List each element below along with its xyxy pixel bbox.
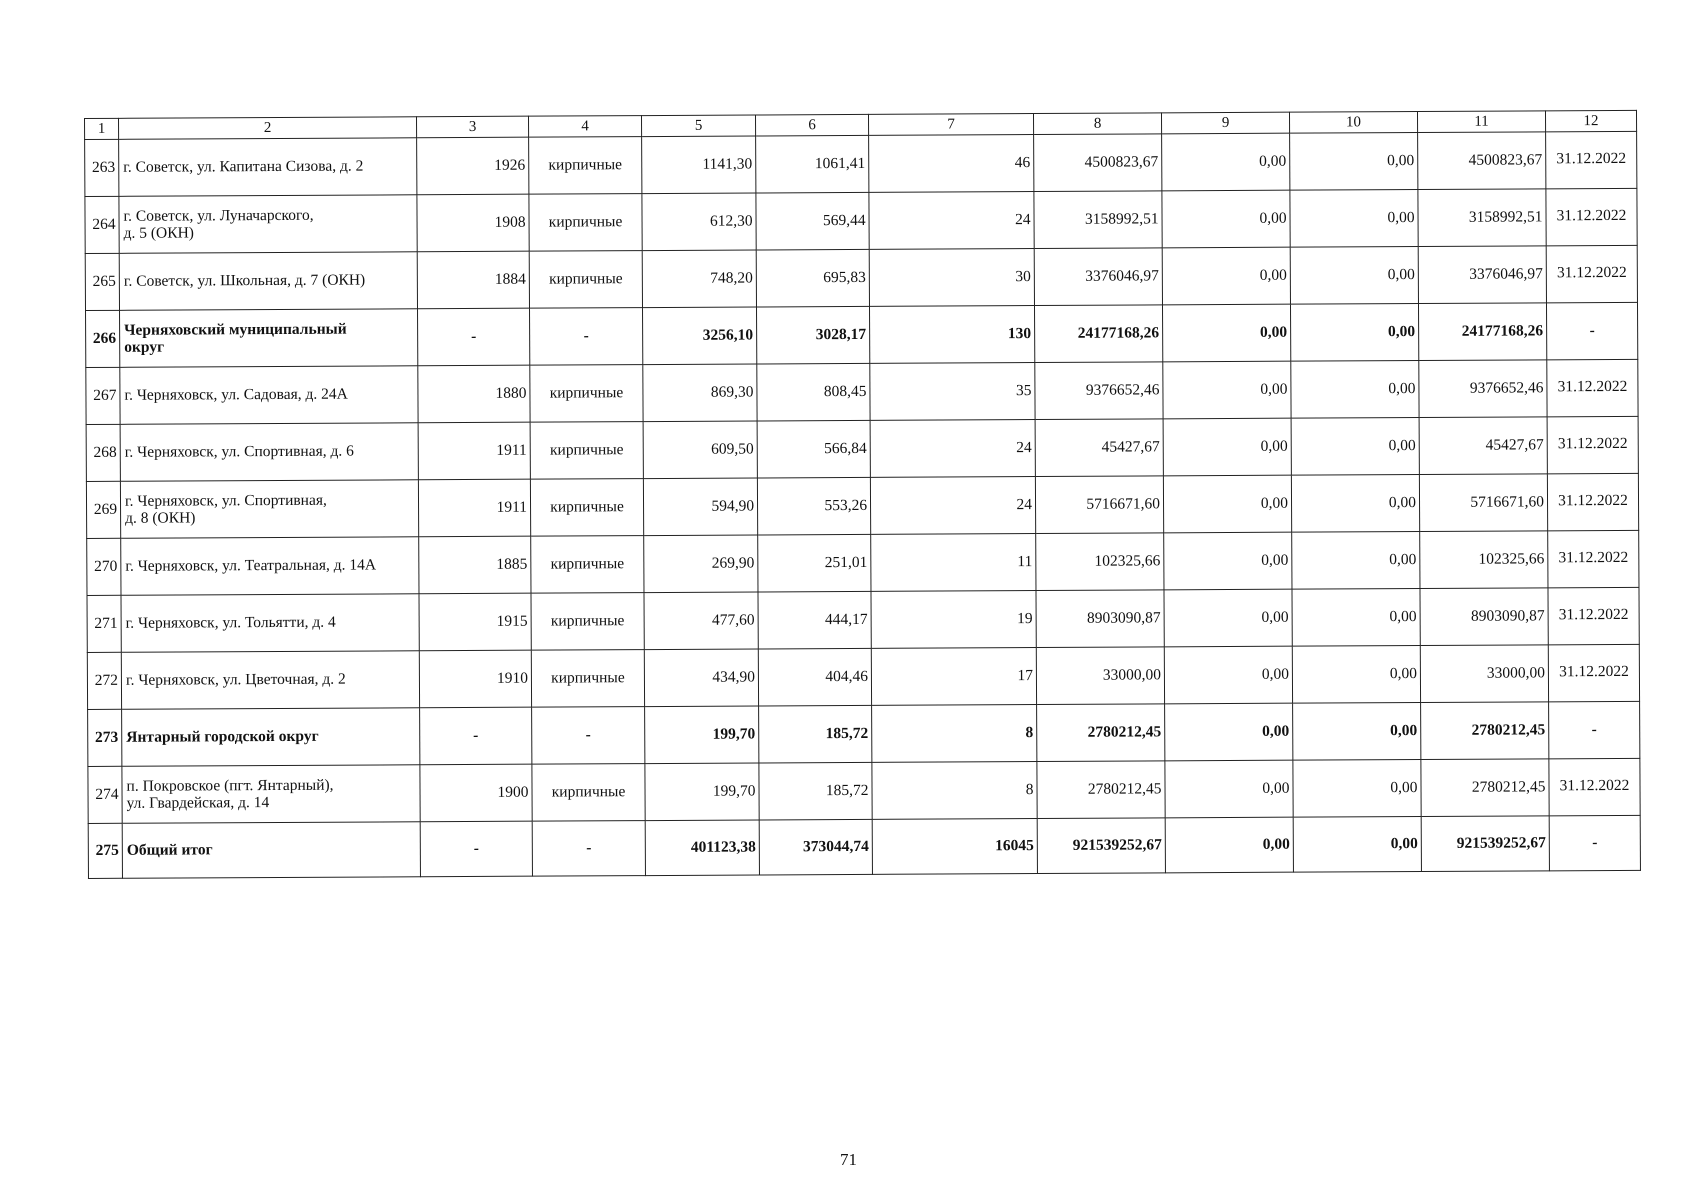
cell-cost-other: 0,00 bbox=[1290, 190, 1418, 248]
cell-address: г. Советск, ул. Луначарского, д. 5 (ОКН) bbox=[119, 195, 417, 254]
cell-cost-total: 24177168,26 bbox=[1034, 305, 1162, 363]
cell-deadline: 31.12.2022 bbox=[1548, 587, 1639, 644]
cell-residents: 8 bbox=[872, 762, 1037, 820]
table-row bbox=[88, 701, 1640, 766]
cell-cost-fund: 0,00 bbox=[1163, 361, 1291, 419]
cell-wall-material: - bbox=[532, 821, 645, 877]
cell-area-living: 251,01 bbox=[758, 534, 871, 592]
cell-address: п. Покровское (пгт. Янтарный), ул. Гвардейская, д. 14 bbox=[122, 765, 420, 824]
cell-cost-budget: 5716671,60 bbox=[1419, 474, 1547, 532]
cell-residents: 8 bbox=[872, 705, 1037, 763]
cell-row-number: 275 bbox=[88, 823, 122, 878]
cell-wall-material: кирпичные bbox=[531, 593, 644, 651]
cell-row-number: 263 bbox=[85, 139, 119, 196]
header-col-5: 5 bbox=[641, 115, 755, 137]
cell-deadline: 31.12.2022 bbox=[1548, 530, 1639, 587]
cell-area-living: 569,44 bbox=[756, 192, 869, 250]
cell-cost-fund: 0,00 bbox=[1163, 475, 1291, 533]
cell-row-number: 273 bbox=[88, 709, 122, 766]
cell-row-number: 269 bbox=[86, 481, 120, 538]
cell-deadline: - bbox=[1546, 302, 1637, 359]
cell-area-total: 1141,30 bbox=[642, 136, 756, 194]
cell-deadline: - bbox=[1549, 701, 1640, 758]
header-col-6: 6 bbox=[755, 114, 868, 136]
cell-cost-other: 0,00 bbox=[1291, 418, 1419, 476]
cell-area-living: 185,72 bbox=[759, 762, 872, 820]
cell-wall-material: кирпичные bbox=[531, 536, 644, 594]
cell-cost-budget: 8903090,87 bbox=[1420, 588, 1548, 646]
cell-wall-material: кирпичные bbox=[530, 422, 643, 480]
cell-wall-material: кирпичные bbox=[529, 194, 642, 252]
cell-deadline: - bbox=[1549, 815, 1640, 870]
cell-cost-budget: 2780212,45 bbox=[1421, 759, 1549, 817]
header-col-12: 12 bbox=[1545, 110, 1636, 131]
cell-residents: 19 bbox=[871, 591, 1036, 649]
cell-year-built: 1900 bbox=[420, 764, 532, 822]
cell-cost-fund: 0,00 bbox=[1162, 133, 1290, 191]
cell-area-living: 373044,74 bbox=[759, 819, 872, 875]
cell-cost-total: 5716671,60 bbox=[1035, 476, 1163, 534]
cell-address: г. Черняховск, ул. Садовая, д. 24А bbox=[120, 366, 418, 425]
cell-area-living: 3028,17 bbox=[756, 306, 869, 364]
cell-year-built: - bbox=[420, 821, 532, 877]
cell-wall-material: кирпичные bbox=[531, 650, 644, 708]
cell-year-built: 1884 bbox=[417, 251, 529, 309]
table-row bbox=[86, 473, 1638, 538]
cell-year-built: 1915 bbox=[419, 593, 531, 651]
cell-address: г. Советск, ул. Капитана Сизова, д. 2 bbox=[119, 138, 417, 197]
cell-address: г. Черняховск, ул. Тольятти, д. 4 bbox=[121, 594, 419, 653]
header-col-7: 7 bbox=[868, 114, 1033, 136]
cell-area-living: 185,72 bbox=[759, 705, 872, 763]
cell-cost-fund: 0,00 bbox=[1164, 646, 1292, 704]
cell-cost-budget: 3158992,51 bbox=[1418, 189, 1546, 247]
cell-year-built: 1910 bbox=[419, 650, 531, 708]
cell-address: Общий итог bbox=[122, 822, 420, 879]
cell-cost-fund: 0,00 bbox=[1165, 760, 1293, 818]
cell-cost-other: 0,00 bbox=[1291, 475, 1419, 533]
cell-area-total: 609,50 bbox=[643, 421, 757, 479]
cell-cost-other: 0,00 bbox=[1293, 703, 1421, 761]
table-row bbox=[88, 815, 1640, 878]
cell-address: г. Черняховск, ул. Театральная, д. 14А bbox=[121, 537, 419, 596]
cell-cost-budget: 45427,67 bbox=[1419, 417, 1547, 475]
header-col-1: 1 bbox=[85, 118, 119, 139]
cell-cost-total: 2780212,45 bbox=[1037, 704, 1165, 762]
cell-cost-other: 0,00 bbox=[1292, 589, 1420, 647]
cell-deadline: 31.12.2022 bbox=[1547, 416, 1638, 473]
cell-deadline: 31.12.2022 bbox=[1546, 188, 1637, 245]
cell-cost-total: 33000,00 bbox=[1036, 647, 1164, 705]
cell-address: г. Советск, ул. Школьная, д. 7 (ОКН) bbox=[119, 252, 417, 311]
cell-row-number: 271 bbox=[87, 595, 121, 652]
header-col-11: 11 bbox=[1417, 111, 1545, 133]
cell-wall-material: - bbox=[530, 308, 643, 366]
cell-address: г. Черняховск, ул. Спортивная, д. 6 bbox=[120, 423, 418, 482]
table-row bbox=[86, 416, 1638, 481]
cell-area-total: 594,90 bbox=[643, 478, 757, 536]
table-row bbox=[85, 245, 1637, 310]
cell-address: Черняховский муниципальный округ bbox=[120, 309, 418, 368]
cell-row-number: 267 bbox=[86, 367, 120, 424]
cell-wall-material: кирпичные bbox=[529, 137, 642, 195]
cell-wall-material: - bbox=[532, 707, 645, 765]
cell-deadline: 31.12.2022 bbox=[1547, 359, 1638, 416]
cell-area-living: 808,45 bbox=[757, 363, 870, 421]
cell-cost-budget: 102325,66 bbox=[1420, 531, 1548, 589]
cell-cost-other: 0,00 bbox=[1290, 304, 1418, 362]
table-row bbox=[85, 131, 1637, 196]
cell-area-living: 444,17 bbox=[758, 591, 871, 649]
housing-table bbox=[84, 110, 1641, 879]
cell-row-number: 270 bbox=[87, 538, 121, 595]
cell-address: г. Черняховск, ул. Цветочная, д. 2 bbox=[121, 651, 419, 710]
cell-year-built: - bbox=[418, 308, 530, 366]
cell-year-built: 1911 bbox=[418, 479, 530, 537]
table-row bbox=[85, 188, 1637, 253]
cell-residents: 35 bbox=[870, 363, 1035, 421]
header-col-10: 10 bbox=[1289, 112, 1417, 134]
header-col-4: 4 bbox=[528, 116, 641, 138]
cell-residents: 24 bbox=[870, 477, 1035, 535]
cell-cost-fund: 0,00 bbox=[1162, 247, 1290, 305]
table-row bbox=[86, 302, 1638, 367]
cell-cost-other: 0,00 bbox=[1291, 361, 1419, 419]
cell-cost-other: 0,00 bbox=[1292, 532, 1420, 590]
cell-residents: 17 bbox=[871, 648, 1036, 706]
cell-area-living: 553,26 bbox=[757, 477, 870, 535]
cell-area-total: 199,70 bbox=[645, 763, 759, 821]
cell-residents: 46 bbox=[869, 135, 1034, 193]
table-row bbox=[87, 587, 1639, 652]
cell-residents: 16045 bbox=[872, 819, 1037, 875]
cell-residents: 24 bbox=[870, 420, 1035, 478]
cell-cost-fund: 0,00 bbox=[1165, 703, 1293, 761]
cell-row-number: 268 bbox=[86, 424, 120, 481]
cell-deadline: 31.12.2022 bbox=[1546, 131, 1637, 188]
cell-row-number: 266 bbox=[86, 310, 120, 367]
cell-cost-total: 102325,66 bbox=[1036, 533, 1164, 591]
header-col-8: 8 bbox=[1033, 113, 1161, 135]
data-table-container bbox=[84, 110, 1640, 879]
cell-wall-material: кирпичные bbox=[532, 764, 645, 822]
cell-cost-total: 4500823,67 bbox=[1034, 134, 1162, 192]
cell-residents: 130 bbox=[869, 306, 1034, 364]
table-body bbox=[85, 131, 1641, 878]
cell-deadline: 31.12.2022 bbox=[1547, 473, 1638, 530]
page-number: 71 bbox=[840, 1150, 857, 1169]
cell-cost-total: 3376046,97 bbox=[1034, 248, 1162, 306]
cell-cost-budget: 9376652,46 bbox=[1419, 360, 1547, 418]
cell-area-total: 434,90 bbox=[644, 649, 758, 707]
cell-area-total: 401123,38 bbox=[645, 820, 759, 876]
cell-deadline: 31.12.2022 bbox=[1546, 245, 1637, 302]
cell-year-built: 1880 bbox=[418, 365, 530, 423]
cell-residents: 11 bbox=[871, 534, 1036, 592]
cell-area-total: 612,30 bbox=[642, 193, 756, 251]
cell-cost-budget: 3376046,97 bbox=[1418, 246, 1546, 304]
cell-area-total: 477,60 bbox=[644, 592, 758, 650]
cell-area-living: 404,46 bbox=[758, 648, 871, 706]
cell-cost-total: 45427,67 bbox=[1035, 419, 1163, 477]
cell-deadline: 31.12.2022 bbox=[1549, 758, 1640, 815]
table-row bbox=[88, 758, 1640, 823]
cell-area-total: 748,20 bbox=[642, 250, 756, 308]
cell-year-built: 1885 bbox=[419, 536, 531, 594]
header-col-3: 3 bbox=[416, 116, 528, 138]
cell-residents: 24 bbox=[869, 192, 1034, 250]
cell-cost-budget: 33000,00 bbox=[1420, 645, 1548, 703]
cell-area-total: 3256,10 bbox=[643, 307, 757, 365]
cell-row-number: 265 bbox=[85, 253, 119, 310]
cell-cost-fund: 0,00 bbox=[1164, 589, 1292, 647]
cell-cost-fund: 0,00 bbox=[1165, 817, 1293, 873]
cell-year-built: 1911 bbox=[418, 422, 530, 480]
cell-address: Янтарный городской округ bbox=[122, 708, 420, 767]
cell-year-built: - bbox=[420, 707, 532, 765]
cell-cost-other: 0,00 bbox=[1290, 247, 1418, 305]
cell-area-total: 199,70 bbox=[645, 706, 759, 764]
cell-cost-total: 921539252,67 bbox=[1037, 818, 1165, 874]
cell-residents: 30 bbox=[869, 249, 1034, 307]
cell-cost-fund: 0,00 bbox=[1164, 532, 1292, 590]
cell-wall-material: кирпичные bbox=[530, 479, 643, 537]
cell-wall-material: кирпичные bbox=[530, 365, 643, 423]
table-row bbox=[86, 359, 1638, 424]
cell-cost-other: 0,00 bbox=[1292, 646, 1420, 704]
cell-cost-fund: 0,00 bbox=[1162, 304, 1290, 362]
cell-year-built: 1908 bbox=[417, 194, 529, 252]
cell-area-living: 1061,41 bbox=[756, 135, 869, 193]
cell-deadline: 31.12.2022 bbox=[1548, 644, 1639, 701]
cell-row-number: 274 bbox=[88, 766, 122, 823]
cell-cost-total: 2780212,45 bbox=[1037, 761, 1165, 819]
cell-cost-budget: 24177168,26 bbox=[1418, 303, 1546, 361]
cell-cost-fund: 0,00 bbox=[1162, 190, 1290, 248]
header-col-2: 2 bbox=[119, 117, 417, 140]
cell-cost-budget: 4500823,67 bbox=[1418, 132, 1546, 190]
cell-cost-total: 9376652,46 bbox=[1035, 362, 1163, 420]
cell-area-total: 269,90 bbox=[644, 535, 758, 593]
cell-cost-other: 0,00 bbox=[1293, 817, 1421, 873]
cell-address: г. Черняховск, ул. Спортивная, д. 8 (ОКН) bbox=[120, 480, 418, 539]
cell-area-living: 566,84 bbox=[757, 420, 870, 478]
cell-row-number: 264 bbox=[85, 196, 119, 253]
cell-cost-budget: 2780212,45 bbox=[1421, 702, 1549, 760]
cell-cost-fund: 0,00 bbox=[1163, 418, 1291, 476]
cell-cost-total: 3158992,51 bbox=[1034, 191, 1162, 249]
cell-area-total: 869,30 bbox=[643, 364, 757, 422]
header-col-9: 9 bbox=[1161, 112, 1289, 134]
table-row bbox=[87, 530, 1639, 595]
table-row bbox=[87, 644, 1639, 709]
cell-cost-other: 0,00 bbox=[1290, 133, 1418, 191]
cell-cost-other: 0,00 bbox=[1293, 760, 1421, 818]
cell-cost-total: 8903090,87 bbox=[1036, 590, 1164, 648]
cell-wall-material: кирпичные bbox=[529, 251, 642, 309]
cell-area-living: 695,83 bbox=[756, 249, 869, 307]
cell-year-built: 1926 bbox=[417, 137, 529, 195]
cell-row-number: 272 bbox=[87, 652, 121, 709]
cell-cost-budget: 921539252,67 bbox=[1421, 816, 1549, 872]
